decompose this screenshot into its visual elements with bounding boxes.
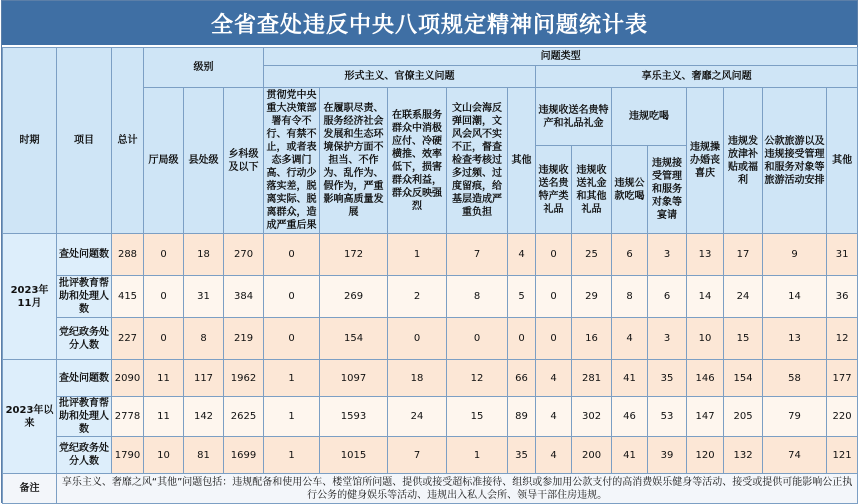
cell-f4: 12 bbox=[447, 360, 508, 397]
cell-f1: 0 bbox=[264, 234, 320, 276]
cell-f4: 15 bbox=[447, 397, 508, 437]
cell-f1: 1 bbox=[264, 397, 320, 437]
header-level-ting: 厅局级 bbox=[144, 88, 184, 234]
header-formalism-4: 文山会海反弹回潮，文风会风不实不正，督查检查考核过多过频、过度留痕，给基层造成严重负担 bbox=[447, 88, 508, 234]
row-item: 党纪政务处分人数 bbox=[57, 318, 112, 360]
cell-f3: 2 bbox=[388, 276, 447, 318]
cell-f3: 0 bbox=[388, 318, 447, 360]
header-hedonism-other: 其他 bbox=[827, 88, 858, 234]
cell-m2: 3 bbox=[648, 318, 687, 360]
period-label: 2023年11月 bbox=[3, 234, 57, 360]
cell-g2: 200 bbox=[572, 437, 612, 474]
cell-wed: 10 bbox=[687, 318, 724, 360]
cell-f1: 0 bbox=[264, 318, 320, 360]
cell-m1: 46 bbox=[612, 397, 648, 437]
cell-m1: 41 bbox=[612, 437, 648, 474]
cell-oth: 36 bbox=[827, 276, 858, 318]
cell-total: 2778 bbox=[112, 397, 144, 437]
table-row bbox=[3, 234, 858, 276]
cell-xian: 81 bbox=[184, 437, 224, 474]
cell-wed: 147 bbox=[687, 397, 724, 437]
cell-m2: 6 bbox=[648, 276, 687, 318]
header-gift-2: 违规收送礼金和其他礼品 bbox=[572, 146, 612, 234]
cell-m1: 41 bbox=[612, 360, 648, 397]
header-meal-group: 违规吃喝 bbox=[612, 88, 687, 146]
cell-wed: 14 bbox=[687, 276, 724, 318]
table-title: 全省查处违反中央八项规定精神问题统计表 bbox=[2, 1, 857, 45]
header-level-xiang: 乡科级及以下 bbox=[224, 88, 264, 234]
header-meal-2: 违规接受管理和服务对象等宴请 bbox=[648, 146, 687, 234]
cell-oth: 220 bbox=[827, 397, 858, 437]
cell-oth: 121 bbox=[827, 437, 858, 474]
cell-xiang: 384 bbox=[224, 276, 264, 318]
cell-f2: 269 bbox=[320, 276, 388, 318]
cell-f4: 0 bbox=[447, 318, 508, 360]
header-total: 总计 bbox=[112, 48, 144, 234]
cell-xian: 142 bbox=[184, 397, 224, 437]
note-text: 享乐主义、奢靡之风“其他”问题包括：违规配备和使用公车、楼堂馆所问题、提供或接受超标准接待、组织或参加用公款支付的高消费娱乐健身等活动、接受或提供可能影响公正执行公务的健身娱乐等活动、违规出入私人会所、领导干部住房违规。 bbox=[57, 474, 858, 504]
cell-f4: 1 bbox=[447, 437, 508, 474]
cell-f3: 24 bbox=[388, 397, 447, 437]
cell-trv: 79 bbox=[763, 397, 827, 437]
cell-f4: 8 bbox=[447, 276, 508, 318]
cell-f3: 18 bbox=[388, 360, 447, 397]
cell-f5: 0 bbox=[508, 318, 536, 360]
table-row bbox=[3, 437, 858, 474]
cell-total: 227 bbox=[112, 318, 144, 360]
cell-f5: 66 bbox=[508, 360, 536, 397]
header-formalism-other: 其他 bbox=[508, 88, 536, 234]
statistics-table-frame bbox=[1, 0, 858, 503]
cell-f2: 1593 bbox=[320, 397, 388, 437]
cell-trv: 9 bbox=[763, 234, 827, 276]
header-period: 时期 bbox=[3, 48, 57, 234]
header-hedonism: 享乐主义、奢靡之风问题 bbox=[536, 66, 858, 88]
cell-sub: 154 bbox=[724, 360, 763, 397]
header-wedding: 违规操办婚丧喜庆 bbox=[687, 88, 724, 234]
cell-g1: 0 bbox=[536, 234, 572, 276]
header-formalism: 形式主义、官僚主义问题 bbox=[264, 66, 536, 88]
cell-f2: 172 bbox=[320, 234, 388, 276]
cell-xiang: 270 bbox=[224, 234, 264, 276]
cell-g1: 0 bbox=[536, 318, 572, 360]
cell-ting: 0 bbox=[144, 234, 184, 276]
header-formalism-2: 在履职尽责、服务经济社会发展和生态环境保护方面不担当、不作为、乱作为、假作为，严重影响高质量发展 bbox=[320, 88, 388, 234]
cell-xian: 8 bbox=[184, 318, 224, 360]
header-subsidy: 违规发放津补贴或福利 bbox=[724, 88, 763, 234]
cell-trv: 14 bbox=[763, 276, 827, 318]
cell-g1: 4 bbox=[536, 397, 572, 437]
header-item: 项目 bbox=[57, 48, 112, 234]
cell-sub: 15 bbox=[724, 318, 763, 360]
cell-f5: 89 bbox=[508, 397, 536, 437]
cell-g2: 302 bbox=[572, 397, 612, 437]
cell-f2: 154 bbox=[320, 318, 388, 360]
row-item: 党纪政务处分人数 bbox=[57, 437, 112, 474]
cell-m2: 53 bbox=[648, 397, 687, 437]
header-gift-group: 违规收送名贵特产和礼品礼金 bbox=[536, 88, 612, 146]
table-row bbox=[3, 276, 858, 318]
note-label: 备注 bbox=[3, 474, 57, 504]
cell-trv: 74 bbox=[763, 437, 827, 474]
header-formalism-3: 在联系服务群众中消极应付、冷硬横推、效率低下，损害群众利益，群众反映强烈 bbox=[388, 88, 447, 234]
table-row bbox=[3, 318, 858, 360]
cell-sub: 205 bbox=[724, 397, 763, 437]
cell-xian: 18 bbox=[184, 234, 224, 276]
cell-xian: 31 bbox=[184, 276, 224, 318]
cell-xiang: 1699 bbox=[224, 437, 264, 474]
cell-f3: 7 bbox=[388, 437, 447, 474]
note-row bbox=[3, 474, 858, 504]
cell-xiang: 2625 bbox=[224, 397, 264, 437]
cell-wed: 13 bbox=[687, 234, 724, 276]
row-item: 批评教育帮助和处理人数 bbox=[57, 397, 112, 437]
cell-m2: 39 bbox=[648, 437, 687, 474]
table-row bbox=[3, 360, 858, 397]
cell-ting: 11 bbox=[144, 397, 184, 437]
cell-f1: 0 bbox=[264, 276, 320, 318]
cell-ting: 11 bbox=[144, 360, 184, 397]
cell-xiang: 219 bbox=[224, 318, 264, 360]
row-item: 批评教育帮助和处理人数 bbox=[57, 276, 112, 318]
cell-oth: 31 bbox=[827, 234, 858, 276]
statistics-table bbox=[2, 47, 858, 504]
cell-f2: 1097 bbox=[320, 360, 388, 397]
cell-g2: 29 bbox=[572, 276, 612, 318]
cell-oth: 177 bbox=[827, 360, 858, 397]
cell-trv: 58 bbox=[763, 360, 827, 397]
cell-wed: 146 bbox=[687, 360, 724, 397]
cell-total: 1790 bbox=[112, 437, 144, 474]
cell-g2: 25 bbox=[572, 234, 612, 276]
cell-g1: 4 bbox=[536, 437, 572, 474]
cell-g2: 281 bbox=[572, 360, 612, 397]
cell-ting: 10 bbox=[144, 437, 184, 474]
header-problem-type: 问题类型 bbox=[264, 48, 858, 66]
cell-g1: 0 bbox=[536, 276, 572, 318]
cell-m1: 6 bbox=[612, 234, 648, 276]
cell-total: 415 bbox=[112, 276, 144, 318]
period-label: 2023年以来 bbox=[3, 360, 57, 474]
cell-m1: 8 bbox=[612, 276, 648, 318]
header-level-xian: 县处级 bbox=[184, 88, 224, 234]
row-item: 查处问题数 bbox=[57, 234, 112, 276]
cell-f1: 1 bbox=[264, 360, 320, 397]
cell-total: 288 bbox=[112, 234, 144, 276]
cell-sub: 24 bbox=[724, 276, 763, 318]
cell-f5: 5 bbox=[508, 276, 536, 318]
cell-trv: 13 bbox=[763, 318, 827, 360]
cell-f1: 1 bbox=[264, 437, 320, 474]
cell-wed: 120 bbox=[687, 437, 724, 474]
cell-f4: 7 bbox=[447, 234, 508, 276]
table-row bbox=[3, 397, 858, 437]
header-gift-1: 违规收送名贵特产类礼品 bbox=[536, 146, 572, 234]
cell-f5: 35 bbox=[508, 437, 536, 474]
cell-sub: 17 bbox=[724, 234, 763, 276]
header-formalism-1: 贯彻党中央重大决策部署有令不行、有禁不止，或者表态多调门高、行动少落实差，脱离实际、脱离群众，造成严重后果 bbox=[264, 88, 320, 234]
cell-m2: 3 bbox=[648, 234, 687, 276]
cell-oth: 12 bbox=[827, 318, 858, 360]
cell-g2: 16 bbox=[572, 318, 612, 360]
cell-xian: 117 bbox=[184, 360, 224, 397]
header-meal-1: 违规公款吃喝 bbox=[612, 146, 648, 234]
cell-m1: 4 bbox=[612, 318, 648, 360]
cell-total: 2090 bbox=[112, 360, 144, 397]
cell-xiang: 1962 bbox=[224, 360, 264, 397]
cell-sub: 132 bbox=[724, 437, 763, 474]
cell-ting: 0 bbox=[144, 318, 184, 360]
cell-f5: 4 bbox=[508, 234, 536, 276]
header-level: 级别 bbox=[144, 48, 264, 88]
cell-m2: 35 bbox=[648, 360, 687, 397]
row-item: 查处问题数 bbox=[57, 360, 112, 397]
cell-f2: 1015 bbox=[320, 437, 388, 474]
cell-ting: 0 bbox=[144, 276, 184, 318]
header-travel: 公款旅游以及违规接受管理和服务对象等旅游活动安排 bbox=[763, 88, 827, 234]
cell-f3: 1 bbox=[388, 234, 447, 276]
cell-g1: 4 bbox=[536, 360, 572, 397]
